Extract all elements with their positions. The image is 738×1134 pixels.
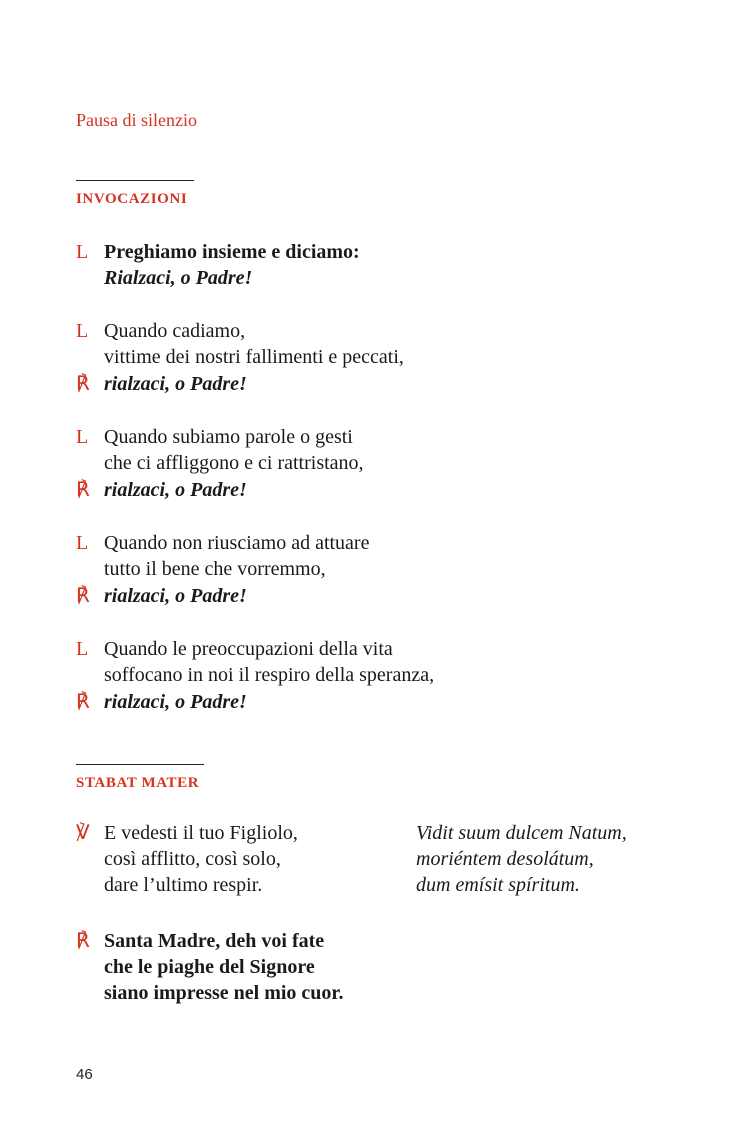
invocation-line: Quando non riusciamo ad attuare [104, 532, 370, 554]
response-marker: ℟ [76, 691, 90, 713]
refrain-line: che le piaghe del Signore [104, 956, 315, 978]
pause-instruction: Pausa di silenzio [76, 110, 197, 130]
invocation-line: tutto il bene che vorremmo, [104, 558, 326, 580]
response-marker: ℟ [76, 373, 90, 395]
invocation-line: Quando le preoccupazioni della vita [104, 638, 393, 660]
verse-latin-line: dum emísit spíritum. [416, 874, 580, 896]
response-line: rialzaci, o Padre! [104, 691, 247, 713]
verse-latin-line: Vidit suum dulcem Natum, [416, 822, 627, 844]
refrain-line: Santa Madre, deh voi fate [104, 930, 325, 952]
invocation-line: soffocano in noi il respiro della speranza, [104, 664, 435, 686]
leader-marker: L [76, 320, 89, 342]
verse-italian-line: E vedesti il tuo Figliolo, [104, 822, 298, 844]
response-line: rialzaci, o Padre! [104, 479, 247, 501]
section-rule [76, 180, 194, 181]
leader-marker: L [76, 638, 89, 660]
response-marker: ℟ [76, 585, 90, 607]
invocation-line: che ci affliggono e ci rattristano, [104, 452, 364, 474]
verse-italian-line: dare l’ultimo respir. [104, 874, 263, 896]
intro-line: Preghiamo insieme e diciamo: [104, 241, 360, 263]
invocation-line: Quando cadiamo, [104, 320, 246, 342]
response-line: rialzaci, o Padre! [104, 585, 247, 607]
verse-marker: ℣ [76, 822, 90, 844]
leader-marker: L [76, 532, 89, 554]
leader-marker: L [76, 241, 89, 263]
response-marker: ℟ [76, 479, 90, 501]
response-line: rialzaci, o Padre! [104, 373, 247, 395]
page-number: 46 [76, 1066, 93, 1083]
response-marker: ℟ [76, 930, 90, 952]
refrain-line: siano impresse nel mio cuor. [104, 982, 344, 1004]
verse-italian-line: così afflitto, così solo, [104, 848, 281, 870]
section-heading-stabat-mater: STABAT MATER [76, 775, 200, 791]
section-rule [76, 764, 204, 765]
invocation-line: Quando subiamo parole o gesti [104, 426, 353, 448]
section-heading-invocazioni: INVOCAZIONI [76, 191, 188, 207]
invocation-line: vittime dei nostri fallimenti e peccati, [104, 346, 404, 368]
leader-marker: L [76, 426, 89, 448]
verse-latin-line: moriéntem desolátum, [416, 848, 594, 870]
intro-response: Rialzaci, o Padre! [104, 267, 253, 289]
